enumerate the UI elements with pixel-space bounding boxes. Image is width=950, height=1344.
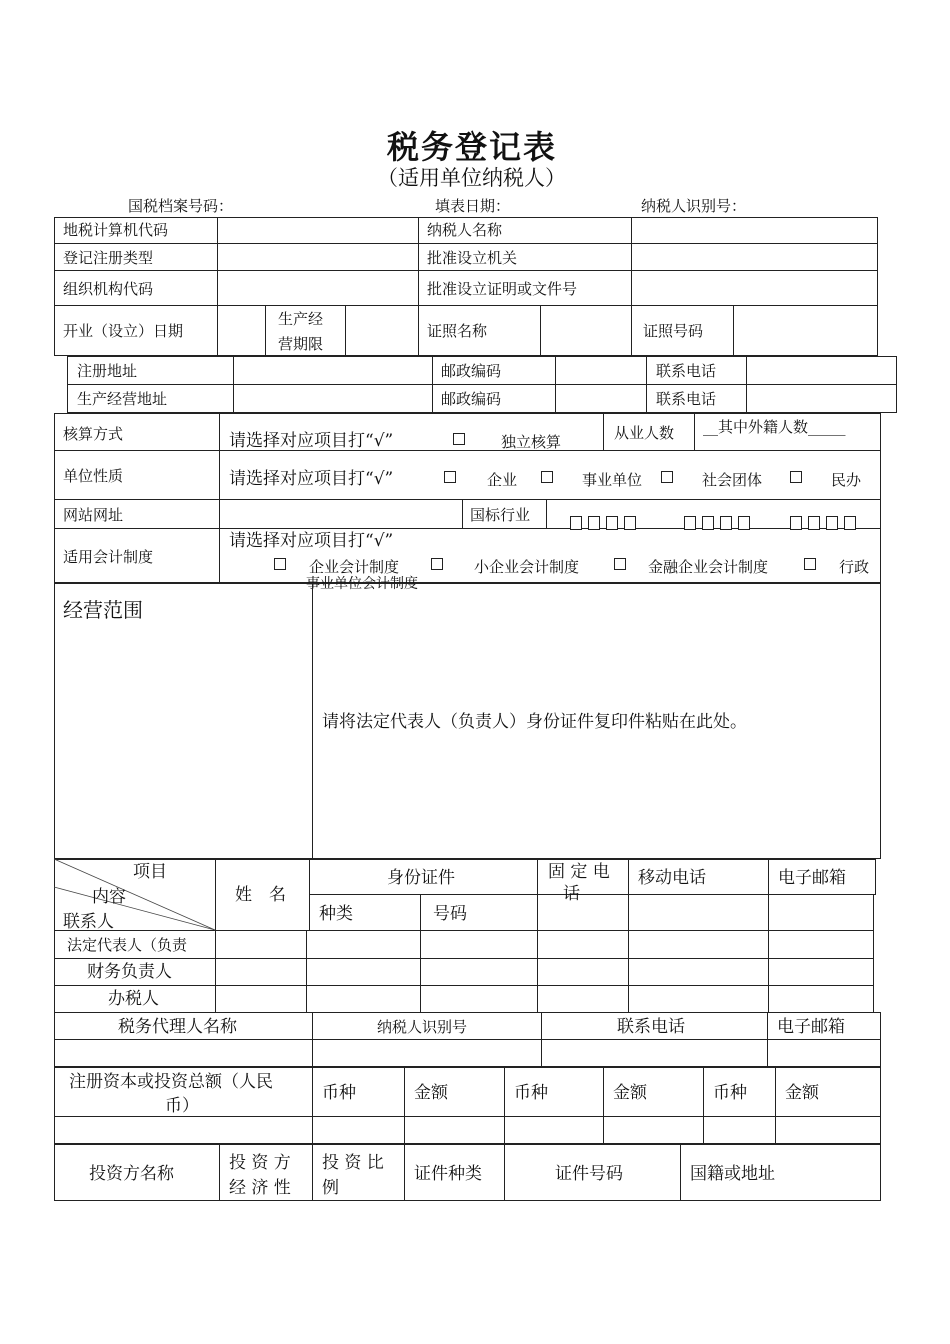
private-nonprofit-label: 民办 (831, 471, 862, 489)
amount-header-2: 金额 (613, 1083, 647, 1103)
phone-field-1[interactable] (747, 357, 896, 383)
org-code-label: 组织机构代码 (63, 280, 154, 298)
agent-email-field[interactable] (768, 1040, 880, 1066)
phone-label-2: 联系电话 (656, 390, 717, 408)
currency-field-1[interactable] (313, 1117, 403, 1143)
name-header: 姓 名 (235, 885, 286, 905)
open-date-label: 开业（设立）日期 (63, 322, 184, 340)
op-period-field[interactable] (346, 306, 417, 355)
fixed-phone-header-2: 话 (563, 884, 580, 904)
approval-doc-field[interactable] (632, 271, 877, 304)
content-header: 内容 (92, 887, 126, 907)
website-field[interactable] (220, 500, 461, 527)
agent-phone-header: 联系电话 (617, 1017, 685, 1037)
finance-head-label: 财务负责人 (87, 962, 172, 982)
license-no-label: 证照号码 (643, 322, 704, 340)
postal-code-label-2: 邮政编码 (441, 390, 502, 408)
agent-taxpayer-id-header: 纳税人识别号 (377, 1018, 468, 1036)
taxpayer-name-label: 纳税人名称 (427, 221, 503, 239)
reg-address-field[interactable] (234, 357, 431, 383)
financial-acct-checkbox[interactable] (614, 558, 626, 570)
taxpayer-name-field[interactable] (632, 218, 877, 242)
id-doc-header: 身份证件 (387, 868, 455, 888)
local-tax-code-label: 地税计算机代码 (63, 221, 169, 239)
agent-phone-field[interactable] (542, 1040, 766, 1066)
fixed-phone-header: 固 定 电 (548, 862, 610, 882)
industry-label: 国标行业 (470, 506, 531, 524)
reg-address-label: 注册地址 (77, 362, 138, 380)
agent-email-header: 电子邮箱 (777, 1017, 845, 1037)
mobile-header: 移动电话 (638, 868, 706, 888)
phone-label-1: 联系电话 (656, 362, 717, 380)
amount-header-3: 金额 (785, 1083, 819, 1103)
op-period-label-1: 生产经 (278, 310, 324, 328)
fill-date-label: 填表日期： (435, 197, 511, 215)
taxpayer-id-label: 纳税人识别号： (641, 197, 747, 215)
currency-header-2: 币种 (514, 1083, 548, 1103)
currency-field-3[interactable] (704, 1117, 774, 1143)
reg-type-field[interactable] (218, 244, 417, 269)
enterprise-checkbox[interactable] (444, 471, 456, 483)
agent-name-field[interactable] (55, 1040, 311, 1066)
enterprise-label: 企业 (487, 471, 518, 489)
contact-person-header: 联系人 (63, 912, 114, 932)
page-title: 税务登记表 (387, 128, 558, 166)
unit-nature-label: 单位性质 (63, 467, 124, 485)
acct-system-prompt: 请选择对应项目打“√” (229, 531, 394, 551)
nationality-header: 国籍或地址 (690, 1164, 775, 1184)
legal-rep-id-type-field[interactable] (307, 931, 419, 957)
amount-field-3[interactable] (776, 1117, 880, 1143)
independent-accounting-checkbox[interactable] (453, 433, 465, 445)
industry-code-boxes[interactable] (568, 516, 878, 528)
accounting-label: 核算方式 (63, 425, 124, 443)
id-paste-note: 请将法定代表人（负责人）身份证件复印件粘贴在此处。 (322, 712, 747, 732)
org-code-field[interactable] (218, 271, 417, 304)
foreign-employees-label: __其中外籍人数_____ (703, 418, 846, 436)
social-group-label: 社会团体 (702, 471, 763, 489)
financial-acct-label: 金融企业会计制度 (648, 558, 769, 576)
agent-taxpayer-id-field[interactable] (313, 1040, 540, 1066)
enterprise-acct-label: 企业会计制度 (309, 558, 400, 576)
institution-label: 事业单位 (582, 471, 643, 489)
item-header: 项目 (133, 862, 167, 882)
email-header: 电子邮箱 (778, 868, 846, 888)
social-group-checkbox[interactable] (661, 471, 673, 483)
license-no-field[interactable] (734, 306, 877, 355)
private-nonprofit-checkbox[interactable] (790, 471, 802, 483)
website-label: 网站网址 (63, 506, 124, 524)
prod-address-label: 生产经营地址 (77, 390, 168, 408)
postal-code-label-1: 邮政编码 (441, 362, 502, 380)
legal-rep-email-field[interactable] (769, 931, 872, 957)
page-subtitle: （适用单位纳税人） (377, 166, 566, 190)
doc-no-header: 证件号码 (555, 1164, 623, 1184)
independent-accounting-label: 独立核算 (501, 433, 562, 451)
approval-doc-label: 批准设立证明或文件号 (427, 280, 578, 298)
unit-nature-prompt: 请选择对应项目打“√” (229, 469, 394, 489)
legal-rep-mobile-field[interactable] (629, 931, 767, 957)
local-tax-code-field[interactable] (218, 218, 417, 242)
postal-code-field-2[interactable] (556, 385, 645, 412)
capital-label-2: 币） (165, 1096, 199, 1116)
prod-address-field[interactable] (234, 385, 431, 412)
op-period-label-2: 营期限 (278, 335, 324, 353)
license-name-field[interactable] (541, 306, 630, 355)
id-no-header: 号码 (433, 904, 467, 924)
agent-name-header: 税务代理人名称 (118, 1017, 237, 1037)
employees-label: 从业人数 (614, 424, 675, 442)
archive-number-label: 国税档案号码： (128, 197, 234, 215)
small-enterprise-acct-label: 小企业会计制度 (474, 558, 580, 576)
admin-acct-checkbox[interactable] (804, 558, 816, 570)
enterprise-acct-checkbox[interactable] (274, 558, 286, 570)
investment-ratio-header-1: 投 资 比 (322, 1153, 384, 1173)
capital-label-1: 注册资本或投资总额（人民 (69, 1072, 273, 1092)
admin-acct-overflow-text: 事业单位会计制度 (306, 576, 418, 592)
amount-field-1[interactable] (405, 1117, 503, 1143)
phone-field-2[interactable] (747, 385, 896, 412)
tax-officer-label: 办税人 (108, 989, 159, 1009)
open-date-field[interactable] (218, 306, 264, 355)
id-type-header: 种类 (319, 904, 353, 924)
institution-checkbox[interactable] (541, 471, 553, 483)
currency-field-2[interactable] (505, 1117, 602, 1143)
legal-rep-fixed-phone-field[interactable] (538, 931, 627, 957)
investor-econ-header-2: 经 济 性 (229, 1178, 291, 1198)
investor-econ-header-1: 投 资 方 (229, 1153, 291, 1173)
legal-rep-name-field[interactable] (216, 931, 305, 957)
currency-header-3: 币种 (713, 1083, 747, 1103)
reg-type-label: 登记注册类型 (63, 249, 154, 267)
accounting-prompt: 请选择对应项目打“√” (229, 431, 394, 451)
legal-rep-id-no-field[interactable] (421, 931, 536, 957)
amount-field-2[interactable] (604, 1117, 702, 1143)
admin-acct-label: 行政 (839, 558, 870, 576)
license-name-label: 证照名称 (427, 322, 488, 340)
currency-header-1: 币种 (322, 1083, 356, 1103)
investor-name-header: 投资方名称 (89, 1164, 174, 1184)
acct-system-label: 适用会计制度 (63, 548, 154, 566)
investment-ratio-header-2: 例 (322, 1178, 339, 1198)
doc-type-header: 证件种类 (414, 1164, 482, 1184)
postal-code-field-1[interactable] (556, 357, 645, 383)
approval-org-field[interactable] (632, 244, 877, 269)
small-enterprise-acct-checkbox[interactable] (431, 558, 443, 570)
amount-header-1: 金额 (414, 1083, 448, 1103)
approval-org-label: 批准设立机关 (427, 249, 518, 267)
business-scope-label: 经营范围 (63, 598, 143, 622)
business-scope-field[interactable] (55, 625, 311, 858)
legal-rep-label: 法定代表人（负责 (67, 936, 188, 954)
